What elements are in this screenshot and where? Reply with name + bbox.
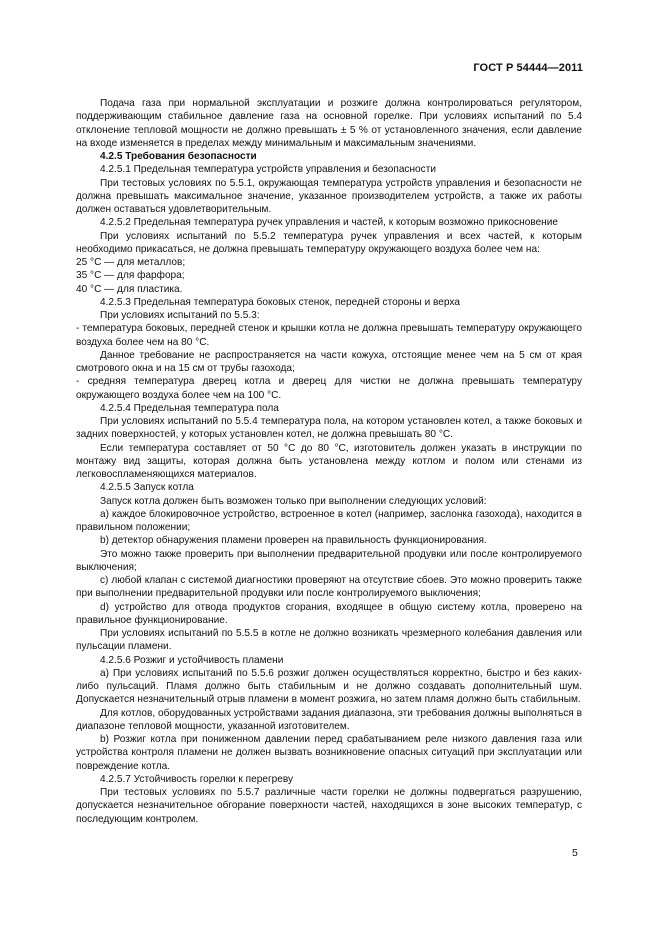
paragraph: При условиях испытаний по 5.5.2 температура ручек управления и всех частей, к которым необходимо прикасаться, не должна превышать температуру окружающего воздуха более чем на: (76, 230, 582, 255)
paragraph: Запуск котла должен быть возможен только при выполнении следующих условий: (100, 495, 487, 507)
subsection-heading: 4.2.5.7 Устойчивость горелки к перегреву (100, 773, 294, 785)
subsection-heading: 4.2.5.5 Запуск котла (100, 482, 194, 494)
subsection-heading: 4.2.5.6 Розжиг и устойчивость пламени (100, 654, 284, 666)
list-item: b) Розжиг котла при пониженном давлении перед срабатыванием реле низкого давления газа или устройства контроля пламени не должен вызвать возникновение опасных ситуаций при эксплуатации или повреждение котла. (76, 734, 582, 772)
list-item: - температура боковых, передней стенок и крышки котла не должна превышать температуру окружающего воздуха более чем на 80 °С. (76, 323, 582, 348)
document-header: ГОСТ Р 54444—2011 (473, 62, 583, 74)
list-item: 25 °С — для металлов; (76, 257, 186, 268)
list-item: 40 °С — для пластика. (76, 283, 183, 295)
list-item: b) детектор обнаружения пламени проверен на правильность функционирования. (100, 535, 487, 547)
list-item: - средняя температура дверец котла и дверец для чистки не должна превышать температуру окружающего воздуха более чем на 100 °С. (76, 376, 582, 401)
paragraph: При условиях испытаний по 5.5.4 температура пола, на котором установлен котел, а также боковых и задних поверхностей, у которых установлен котел, не должна превышать 80 °С. (76, 416, 582, 441)
paragraph: При тестовых условиях по 5.5.7 различные части горелки не должны подвергаться разрушению, допускается незначительное обгорание поверхности частей, находящихся в зоне высоких температур, с последующим контролем. (76, 787, 582, 825)
paragraph: При условиях испытаний по 5.5.3: (100, 310, 260, 321)
subsection-heading: 4.2.5.2 Предельная температура ручек управления и частей, к которым возможно прикосновение (100, 217, 559, 229)
paragraph: Если температура составляет от 50 °С до 80 °С, изготовитель должен указать в инструкции по монтажу вид защиты, которая должна быть установлена между котлом и полом или стенами из легковоспламеняющихся материалов. (76, 442, 582, 480)
paragraph: Это можно также проверить при выполнении предварительной продувки или после контролируемого выключения; (76, 548, 582, 573)
paragraph: При условиях испытаний по 5.5.5 в котле не должно возникать чрезмерного колебания давления или пульсации пламени. (76, 628, 582, 653)
paragraph: Подача газа при нормальной эксплуатации и розжиге должна контролироваться регулятором, поддерживающим стабильное давление газа на основной горелке. При условиях испытаний по 5.4 отклонение тепловой мощности не должно превышать ± 5 % от установленного значения, если давление на входе изменяется в пределах между минимальным и максимальным значениями. (76, 98, 582, 149)
document-body (76, 97, 582, 826)
list-item: c) любой клапан с системой диагностики проверяют на отсутствие сбоев. Это можно проверить также при выполнении предварительной продувки или после контролируемого выключения; (76, 575, 582, 600)
subsection-heading: 4.2.5.3 Предельная температура боковых стенок, передней стороны и верха (100, 296, 460, 308)
subsection-heading: 4.2.5.4 Предельная температура пола (100, 402, 279, 414)
list-item: a) При условиях испытаний по 5.5.6 розжиг должен осуществляться корректно, быстро и без каких-либо пульсаций. Пламя должно быть стабильным и не должно создавать дополнительный шум. Допускается незначительный отрыв пламени в момент розжига, но затем пламя должно быть стабильным. (76, 667, 582, 706)
paragraph: Данное требование не распространяется на части кожуха, отстоящие менее чем на 5 см от края смотрового окна и на 15 см от трубы газохода; (76, 349, 582, 374)
paragraph: Для котлов, оборудованных устройствами задания диапазона, эти требования должны выполняться в диапазоне тепловой мощности, указанной изготовителем. (76, 707, 582, 732)
paragraph: При тестовых условиях по 5.5.1, окружающая температура устройств управления и безопасности не должна превышать максимальное значение, указанное производителем устройств, а также их работы должен оставаться удовлетворительным. (76, 177, 582, 215)
page-number: 5 (572, 847, 578, 859)
list-item: a) каждое блокировочное устройство, встроенное в котел (например, заслонка газохода), находится в правильном положении; (76, 508, 582, 533)
list-item: 35 °С — для фарфора; (76, 270, 185, 282)
subsection-heading: 4.2.5.1 Предельная температура устройств управления и безопасности (100, 164, 436, 176)
list-item: d) устройство для отвода продуктов сгорания, входящее в общую систему котла, проверено на правильное функционирование. (76, 601, 582, 626)
section-heading: 4.2.5 Требования безопасности (100, 151, 257, 162)
